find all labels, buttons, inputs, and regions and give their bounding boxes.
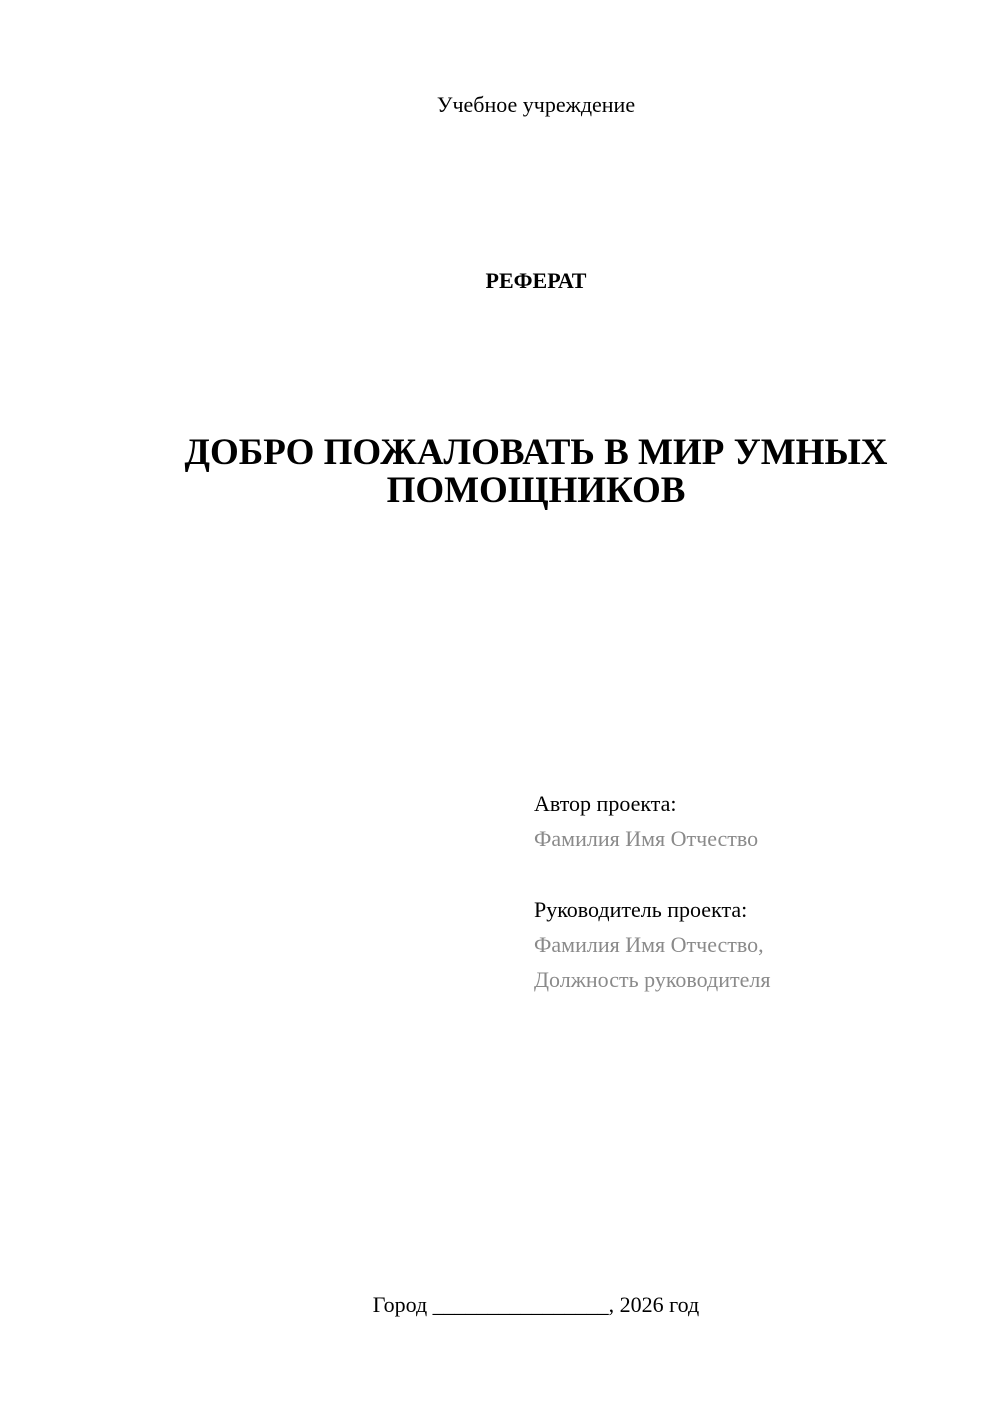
supervisor-position: Должность руководителя xyxy=(534,967,771,992)
institution-name: Учебное учреждение xyxy=(436,92,636,117)
author-name: Фамилия Имя Отчество xyxy=(534,826,759,851)
document-title-line-2: ПОМОЩНИКОВ xyxy=(386,470,686,511)
document-title xyxy=(100,434,972,510)
author-label: Автор проекта: xyxy=(534,791,677,816)
document-type: РЕФЕРАТ xyxy=(485,268,587,293)
credits-block xyxy=(534,786,974,997)
supervisor-name: Фамилия Имя Отчество, xyxy=(534,932,764,957)
document-title-line-1: ДОБРО ПОЖАЛОВАТЬ В МИР УМНЫХ xyxy=(184,432,888,473)
supervisor-label: Руководитель проекта: xyxy=(534,897,748,922)
city-year-line: Город ________________, 2026 год xyxy=(372,1292,700,1317)
credits-spacer xyxy=(534,856,974,892)
